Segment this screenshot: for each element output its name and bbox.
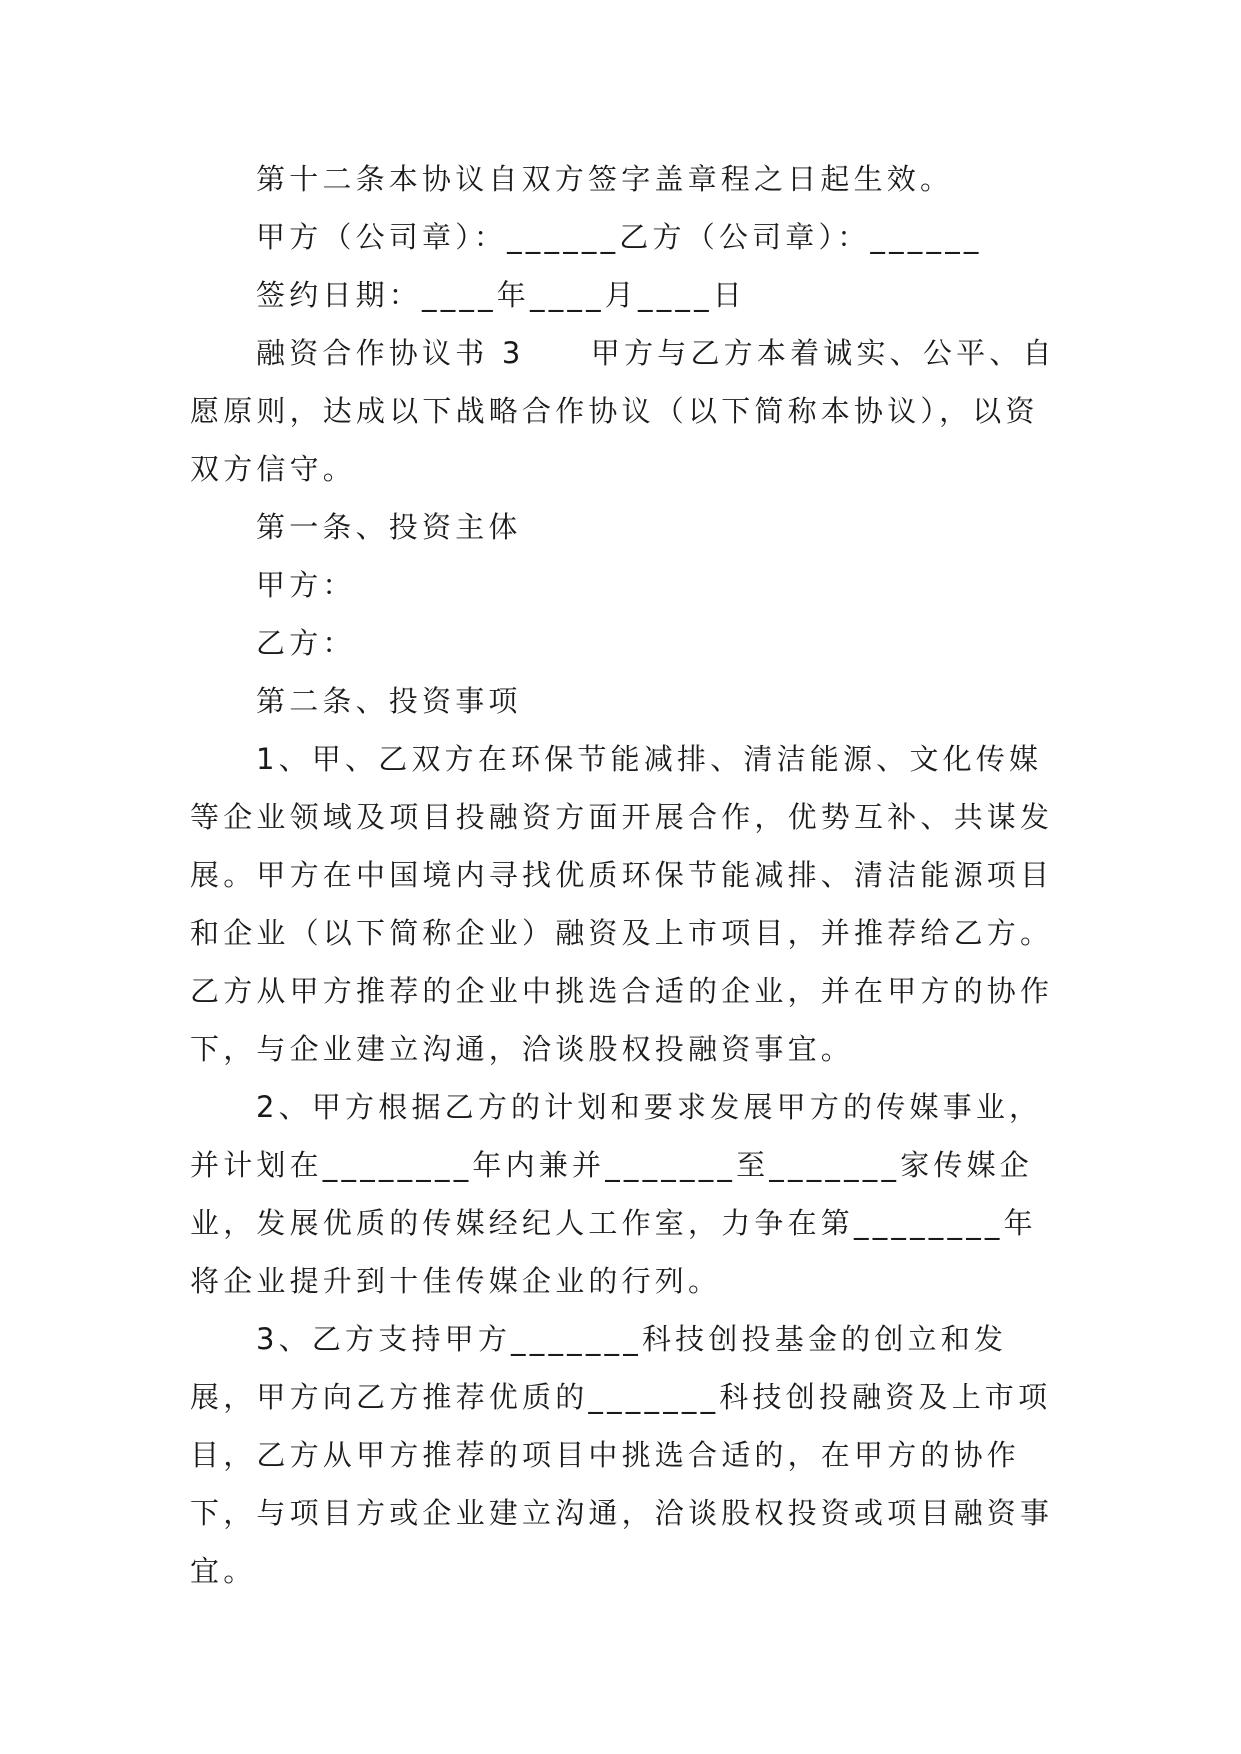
party-a-line: 甲方： xyxy=(256,568,356,602)
item-2-paragraph: 2、甲方根据乙方的计划和要求发展甲方的传媒事业，并计划在________年内兼并_______至_______家传媒企业，发展优质的传媒经纪人工作室，力争在第________年将企业提升到十佳传媒企业的行列。 xyxy=(190,1090,1043,1298)
article-1-heading: 第一条、投资主体 xyxy=(256,510,522,544)
party-seal-line: 甲方（公司章）：______乙方（公司章）：______ xyxy=(256,220,983,254)
article-2-heading: 第二条、投资事项 xyxy=(256,684,522,718)
document-body xyxy=(190,150,1060,1600)
agreement-3-intro: 融资合作协议书 3 甲方与乙方本着诚实、公平、自愿原则，达成以下战略合作协议（以下简称本协议），以资双方信守。 xyxy=(190,336,1056,486)
clause-12-effective: 第十二条本协议自双方签字盖章程之日起生效。 xyxy=(256,162,954,196)
item-3-paragraph: 3、乙方支持甲方_______科技创投基金的创立和发展，甲方向乙方推荐优质的_______科技创投融资及上市项目，乙方从甲方推荐的项目中挑选合适的，在甲方的协作下，与项目方或企业建立沟通，洽谈股权投资或项目融资事宜。 xyxy=(190,1322,1054,1588)
party-b-line: 乙方： xyxy=(256,626,356,660)
signing-date-line: 签约日期：____年____月____日 xyxy=(256,278,747,312)
item-1-paragraph: 1、甲、乙双方在环保节能减排、清洁能源、文化传媒等企业领域及项目投融资方面开展合作，优势互补、共谋发展。甲方在中国境内寻找优质环保节能减排、清洁能源项目和企业（以下简称企业）融资及上市项目，并推荐给乙方。乙方从甲方推荐的企业中挑选合适的企业，并在甲方的协作下，与企业建立沟通，洽谈股权投融资事宜。 xyxy=(190,742,1054,1066)
